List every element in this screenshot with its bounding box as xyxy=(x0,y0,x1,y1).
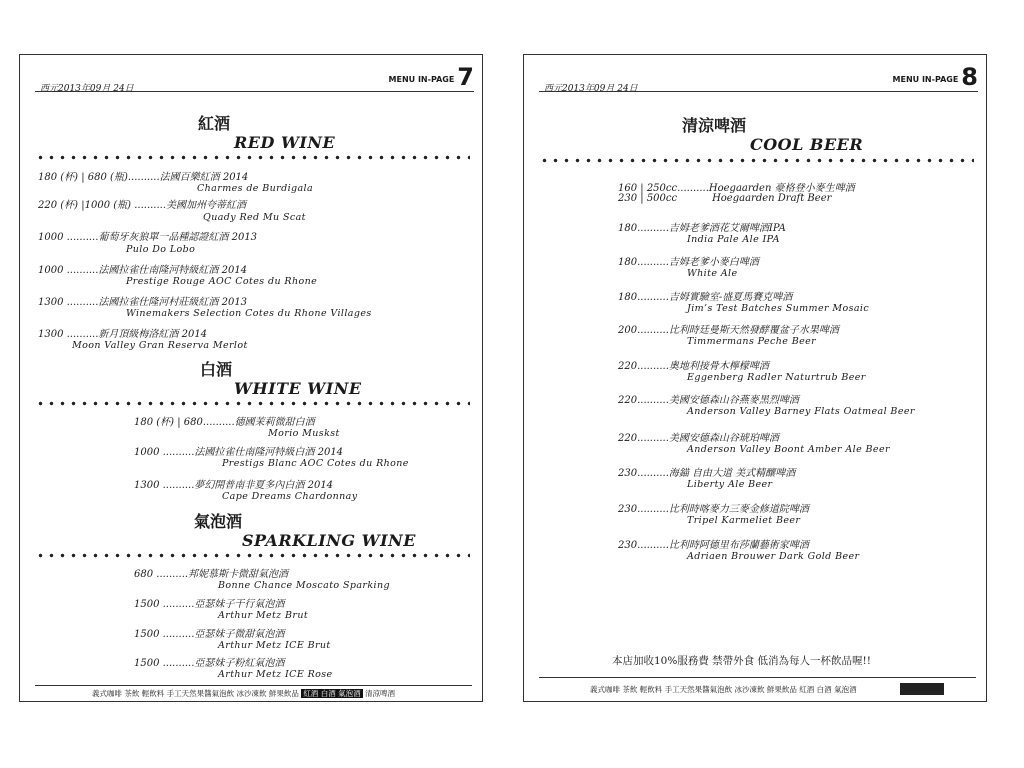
section-title-en: WHITE WINE xyxy=(234,379,362,398)
footer-rule xyxy=(35,685,472,686)
dotted-divider xyxy=(539,158,974,163)
menu-item-en: Prestige Rouge AOC Cotes du Rhone xyxy=(126,276,318,287)
menu-item-en: Arthur Metz Brut xyxy=(218,610,309,621)
page-number-tag xyxy=(389,65,474,89)
menu-item: 1500 ..........亞瑟妹子干行氣泡酒 xyxy=(134,599,285,610)
footer-rule xyxy=(539,677,976,678)
menu-in-page-label: MENU IN-PAGE xyxy=(892,75,959,84)
menu-item-en: Cape Dreams Chardonnay xyxy=(222,491,358,502)
menu-item-en: Timmermans Peche Beer xyxy=(687,336,817,347)
page-number-tag xyxy=(893,65,978,89)
section-title-zh: 白酒 xyxy=(200,360,233,379)
menu-item-en: Adriaen Brouwer Dark Gold Beer xyxy=(687,551,860,562)
menu-item: 1300 ..........法國拉雀仕隆河村莊級紅酒 2013 xyxy=(38,297,248,308)
section-title-en: RED WINE xyxy=(234,133,336,152)
section-title-en: COOL BEER xyxy=(750,135,864,154)
menu-in-page-label: MENU IN-PAGE xyxy=(388,75,455,84)
menu-page-left xyxy=(19,54,483,702)
menu-item-en: Jim’s Test Batches Summer Mosaic xyxy=(687,303,870,314)
menu-item-en: Winemakers Selection Cotes du Rhone Villages xyxy=(126,308,372,319)
menu-item-en: Moon Valley Gran Reserva Merlot xyxy=(72,340,248,351)
menu-item: 230..........比利時阿德里布莎蘭藝術家啤酒 xyxy=(618,540,809,551)
menu-item-en: Liberty Ale Beer xyxy=(687,479,773,490)
section-title-zh: 紅酒 xyxy=(198,114,231,133)
menu-item-en: Quady Red Mu Scat xyxy=(203,212,306,223)
date-label: 西元2013年09月 24日 xyxy=(40,84,134,94)
menu-item-en: Bonne Chance Moscato Sparking xyxy=(218,580,390,591)
menu-item: 220..........奧地利接骨木檸檬啤酒 xyxy=(618,361,769,372)
date-label: 西元2013年09月 24日 xyxy=(544,84,638,94)
menu-item: 1300 ..........新月頂級梅洛紅酒 2014 xyxy=(38,329,208,340)
menu-item: 160 | 250cc..........Hoegaarden 豪格登小麥生啤酒 xyxy=(618,183,855,194)
section-title-zh: 氣泡酒 xyxy=(194,512,243,531)
menu-item: 220 (杯) |1000 (瓶) ..........美國加州夸蒂紅酒 xyxy=(38,200,247,211)
menu-item: 680 ..........邦妮慕斯卡微甜氣泡酒 xyxy=(134,569,289,580)
dotted-divider xyxy=(35,553,470,558)
menu-item: 230..........比利時喀麥力三麥金修道院啤酒 xyxy=(618,504,809,515)
menu-item: 180..........吉姆老爹酒花艾爾啤酒IPA xyxy=(618,223,786,234)
menu-item-en: Pulo Do Lobo xyxy=(126,244,196,255)
menu-item: 1000 ..........葡萄牙灰狼單一品種認證紅酒 2013 xyxy=(38,232,258,243)
footer-categories: 義式咖啡 茶飲 輕飲料 手工天然果醬氣泡飲 冰沙凍飲 鮮果飲品 紅酒 白酒 氣泡酒 xyxy=(590,685,857,694)
menu-page-right xyxy=(523,54,987,702)
header-rule xyxy=(539,91,978,92)
menu-item-en: Arthur Metz ICE Rose xyxy=(218,669,333,680)
menu-item: 200..........比利時廷曼斯天然發酵覆盆子水果啤酒 xyxy=(618,325,839,336)
dotted-divider xyxy=(35,401,470,406)
dotted-divider xyxy=(35,155,470,160)
menu-item-en: Tripel Karmeliet Beer xyxy=(687,515,801,526)
menu-item: 1500 ..........亞瑟妹子微甜氣泡酒 xyxy=(134,629,285,640)
menu-item: 180..........吉姆實驗室-盛夏馬賽克啤酒 xyxy=(618,292,793,303)
menu-item: 1000 ..........法國拉雀仕南隆河特級紅酒 2014 xyxy=(38,265,248,276)
menu-item: 1500 ..........亞瑟妹子粉紅氣泡酒 xyxy=(134,658,285,669)
footer-text: 清涼啤酒 xyxy=(364,689,395,698)
footer-current-highlight: 紅酒 白酒 氣泡酒 xyxy=(303,689,361,698)
menu-item: 180 (杯) | 680 (瓶)..........法國百樂紅酒 2014 xyxy=(38,172,249,183)
menu-item: 230..........海錨 自由大道 美式精釀啤酒 xyxy=(618,468,796,479)
section-title-zh: 清涼啤酒 xyxy=(682,116,747,135)
menu-item-en: Morio Muskst xyxy=(268,428,340,439)
menu-item: 180 (杯) | 680..........德國茉莉微甜白酒 xyxy=(134,417,315,428)
menu-item-en: Arthur Metz ICE Brut xyxy=(218,640,331,651)
menu-item: 220..........美國安德森山谷琥珀啤酒 xyxy=(618,433,779,444)
menu-item: 230 | 500cc Hoegaarden Draft Beer xyxy=(618,193,832,204)
menu-item: 1000 ..........法國拉雀仕南隆河特級白酒 2014 xyxy=(134,447,344,458)
section-title-en: SPARKLING WINE xyxy=(242,531,416,550)
menu-item-en: White Ale xyxy=(687,268,738,279)
service-notice: 本店加收10%服務費 禁帶外食 低消為每人一杯飲品喔!! xyxy=(612,655,871,667)
menu-item: 220..........美國安德森山谷燕麥黑烈啤酒 xyxy=(618,395,799,406)
page-number: 8 xyxy=(961,63,978,91)
footer-text: 義式咖啡 茶飲 輕飲料 手工天然果醬氣泡飲 冰沙凍飲 鮮果飲品 xyxy=(92,689,299,698)
header-rule xyxy=(35,91,474,92)
menu-item-en: Anderson Valley Barney Flats Oatmeal Beer xyxy=(687,406,915,417)
page-number: 7 xyxy=(457,63,474,91)
menu-item-en: Charmes de Burdigala xyxy=(197,183,314,194)
menu-item-en: Prestigs Blanc AOC Cotes du Rhone xyxy=(222,458,409,469)
footer-categories xyxy=(92,688,395,699)
menu-item-en: Anderson Valley Boont Amber Ale Beer xyxy=(687,444,890,455)
menu-item-en: Eggenberg Radler Naturtrub Beer xyxy=(687,372,866,383)
menu-item: 180..........吉姆老爹小麥白啤酒 xyxy=(618,257,759,268)
brand-logo xyxy=(900,683,944,695)
menu-item-en: India Pale Ale IPA xyxy=(687,234,780,245)
menu-item: 1300 ..........夢幻開普南非夏多內白酒 2014 xyxy=(134,480,334,491)
